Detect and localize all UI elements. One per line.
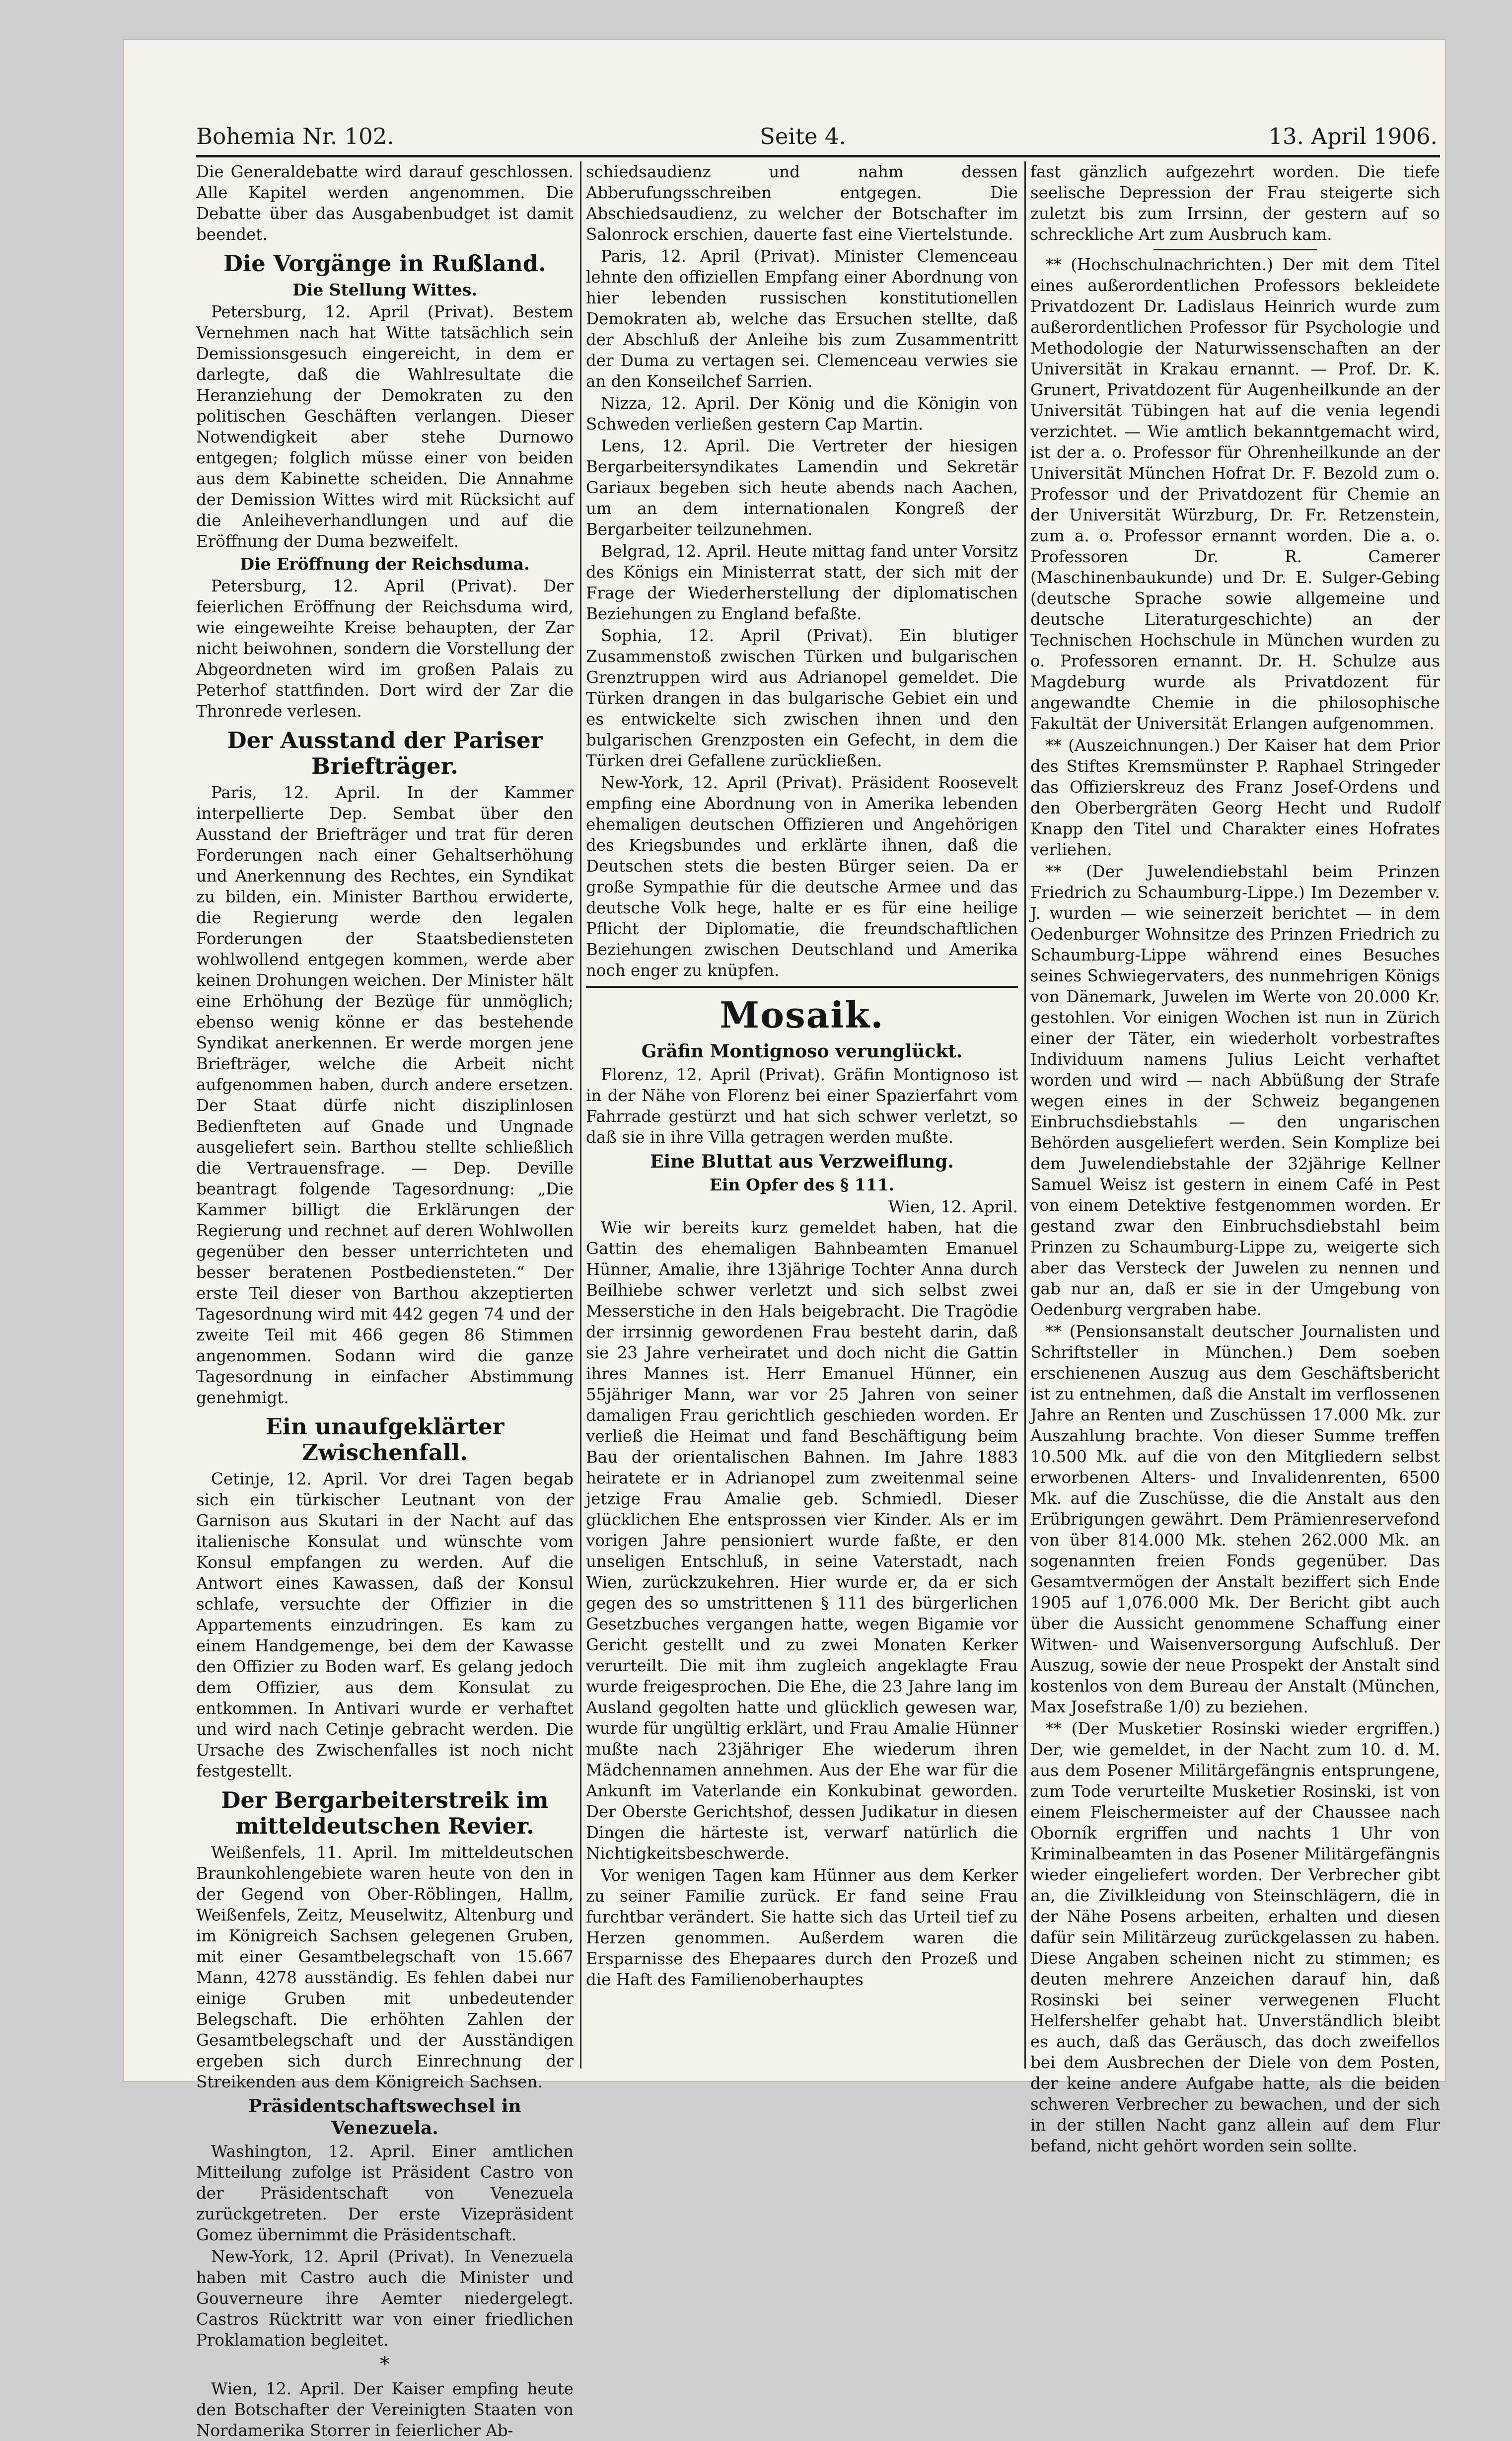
- separator-asterisk: *: [380, 2353, 390, 2376]
- paragraph: fast gänzlich aufgezehrt worden. Die tiefe seelische Depression der Frau steigerte sich zuletzt bis zum Irrsinn, der gestern auf so schreckliche Art zum Ausbruch kam.: [1030, 162, 1440, 244]
- short-rule: [1153, 249, 1317, 250]
- paragraph: Lens, 12. April. Die Vertreter der hiesigen Bergarbeitersyndikates Lamendin und Sekretär Gariaux begeben sich heute abends nach Aachen, um an dem internationalen Kongreß der Bergarbeiter teilzunehmen.: [586, 437, 1018, 539]
- header-rule: [196, 155, 1440, 157]
- headline: Eine Bluttat aus Verzweiflung.: [650, 1151, 954, 1172]
- section-title: Mosaik.: [720, 994, 884, 1036]
- header-page-number: Seite 4.: [760, 123, 846, 149]
- subheadline: Die Stellung Wittes.: [292, 280, 477, 299]
- paragraph: Cetinje, 12. April. Vor drei Tagen begab sich ein türkischer Leutnant von der Garnison aus Skutari in der Nacht auf das italienische Konsulat und wünschte vom Konsul empfangen zu werden. Auf die Antwort eines Kawassen, daß der Konsul schlafe, versuchte der Offizier in die Appartements einzudringen. Es kam zu einem Handgemenge, bei dem der Kawasse den Offizier zu Boden warf. Es gelang jedoch dem Offizier, aus dem Konsulat zu entkommen. In Antivari wurde er verhaftet und wird nach Cetinje gebracht werden. Die Ursache des Zwischenfalles ist noch nicht festgestellt.: [196, 1470, 574, 1780]
- headline: Der Ausstand der Pariser Briefträger.: [227, 727, 543, 779]
- paragraph: Belgrad, 12. April. Heute mittag fand unter Vorsitz des Königs ein Ministerrat statt, der sich mit der Frage der Wiederherstellung der diplomatischen Beziehungen zu England befaßte.: [586, 542, 1018, 623]
- paragraph: Paris, 12. April (Privat). Minister Clemenceau lehnte den offiziellen Empfang einer Abordnung von hier lebenden russischen konstitutionellen Demokraten ab, welche das Ersuchen stellte, daß der Abschluß der Anleihe bis zum Zusammentritt der Duma zu vertagen sei. Clemenceau verwies sie an den Konseilchef Sarrien.: [586, 247, 1018, 391]
- paragraph: Florenz, 12. April (Privat). Gräfin Montignoso ist in der Nähe von Florenz bei einer Spazierfahrt vom Fahrrade gestürzt und hat sich schwer verletzt, so daß sie in ihre Villa getragen werden mußte.: [586, 1065, 1018, 1147]
- paragraph: Paris, 12. April. In der Kammer interpellierte Dep. Sembat über den Ausstand der Briefträger und trat für deren Forderungen nach einer Gehaltserhöhung und Anerkennung des Rechtes, ein Syndikat zu bilden, ein. Minister Barthou erwiderte, die Regierung werde den legalen Forderungen der Staatsbediensteten wohlwollend entgegen kommen, werde aber keinen Drohungen weichen. Der Minister hält eine Erhöhung der Bezüge für unmöglich; ebenso wenig könne er das bestehende Syndikat anerkennen. Er werde morgen jene Briefträger, welche die Arbeit nicht aufgenommen haben, durch andere ersetzen. Der Staat dürfe nicht disziplinlosen Bedienfteten auf Gnade und Ungnade ausgeliefert sein. Barthou stellte schließlich die Vertrauensfrage. — Dep. Deville beantragt folgende Tagesordnung: „Die Kammer billigt die Erklärungen der Regierung und rechnet auf deren Wohlwollen gegenüber den besser unterrichteten und besser beratenen Postbediensteten.“ Der erste Teil dieser von Barthou akzeptierten Tagesordnung wird mit 442 gegen 74 und der zweite Teil mit 466 gegen 86 Stimmen angenommen. Sodann wird die ganze Tagesordnung in einfacher Abstimmung genehmigt.: [196, 783, 574, 1407]
- paragraph: Wien, 12. April. Der Kaiser empfing heute den Botschafter der Vereinigten Staaten von Nordamerika Storrer in feierlicher Ab-: [196, 2379, 574, 2440]
- paragraph: New-York, 12. April (Privat). In Venezuela haben mit Castro auch die Minister und Gouverneure ihre Aemter niedergelegt. Castros Rücktritt war von einer friedlichen Proklamation begleitet.: [196, 2247, 574, 2350]
- paragraph: ** (Pensionsanstalt deutscher Journalisten und Schriftsteller in München.) Dem soeben erschienenen Auszug aus dem Geschäftsbericht ist zu entnehmen, daß die Anstalt im verflossenen Jahre an Renten und Zuschüssen 17.000 Mk. zur Auszahlung brachte. Von dieser Summe treffen 10.500 Mk. auf die von den Mitgliedern selbst erworbenen Alters- und Invalidenrenten, 6500 Mk. auf die Zuschüsse, die die Anstalt aus den Erübrigungen gewährt. Dem Prämienreservefond von über 814.000 Mk. stehen 262.000 Mk. an sogenannten freien Fonds gegenüber. Das Gesamtvermögen der Anstalt beziffert sich Ende 1905 auf 1,076.000 Mk. Der Bericht gibt auch über die Aussicht genommene Schaffung einer Witwen- und Waisenversorgung Aufschluß. Der Auszug, sowie der neue Prospekt der Anstalt sind kostenlos von dem Bureau der Anstalt (München, Max Josefstraße 1/0) zu beziehen.: [1030, 1322, 1440, 1716]
- subheadline: Die Eröffnung der Reichsduma.: [240, 554, 530, 574]
- headline: Ein unaufgeklärter Zwischenfall.: [265, 1413, 504, 1466]
- paragraph: Wie wir bereits kurz gemeldet haben, hat die Gattin des ehemaligen Bahnbeamten Emanuel Hünner, Amalie, ihre 13jährige Tochter Anna durch Beilhiebe schwer verletzt und sich selbst zwei Messerstiche in den Hals beigebracht. Die Tragödie der irrsinnig gewordenen Frau besteht darin, daß sie 23 Jahre verheiratet und doch nicht die Gattin ihres Mannes ist. Herr Emanuel Hünner, ein 55jähriger Mann, war vor 25 Jahren von seiner damaligen Frau gerichtlich geschieden worden. Er verließ die Heimat und fand Beschäftigung beim Bau der orientalischen Bahnen. Im Jahre 1883 heiratete er in Adrianopel zum zweitenmal seine jetzige Frau Amalie geb. Schmiedl. Dieser glücklichen Ehe entsprossen vier Kinder. Als er im vorigen Jahre pensioniert wurde faßte, er den unseligen Entschluß, in seine Vaterstadt, nach Wien, zurückzukehren. Hier wurde er, da er sich gegen des so umstrittenen § 111 des bürgerlichen Gesetzbuches vergangen hatte, wegen Bigamie vor Gericht gestellt und zu zwei Monaten Kerker verurteilt. Die mit ihm zugleich angeklagte Frau wurde freigesprochen. Die Ehe, die 23 Jahre lang im Ausland gegolten hatte und glücklich gewesen war, wurde für ungültig erklärt, und Frau Amalie Hünner mußte nach 23jähriger Ehe wiederum ihren Mädchennamen annehmen. Aus der Ehe war für die Ankunft im Vaterlande ein Konkubinat geworden. Der Oberste Gerichtshof, dessen Judikatur in diesen Dingen die härteste ist, verwarf natürlich die Nichtigkeitsbeschwerde.: [586, 1218, 1018, 1863]
- paragraph: ** (Der Musketier Rosinski wieder ergriffen.) Der, wie gemeldet, in der Nacht zum 10. d. M. aus dem Posener Militärgefängnis entsprungene, zum Tode verurteilte Musketier Rosinski, ist von einem Fleischermeister auf der Chaussee nach Oborník ergriffen und nachts 1 Uhr von Kriminalbeamten in das Posener Militärgefängnis wieder eingeliefert worden. Der Verbrecher gibt an, die Zivilkleidung von Steinschlägern, die in der Nähe Posens arbeiten, erhalten und diesen dafür sein Militärzeug zurückgelassen zu haben. Diese Angaben scheinen nicht zu stimmen; es deuten mehrere Anzeichen darauf hin, daß Rosinski bei seiner verwegenen Flucht Helfershelfer gehabt hat. Unverständlich bleibt es auch, daß das Geräusch, das doch zweifellos bei dem Ausbrechen der Diele von dem Posten, der keine andere Aufgabe hatte, als die beiden schweren Verbrecher zu bewachen, und der sich in der stillen Nacht ganz allein auf dem Flur befand, nicht gehört worden sein sollte.: [1030, 1719, 1440, 2155]
- headline: Präsidentschaftswechsel in Venezuela.: [248, 2096, 521, 2139]
- column-divider-2: [1024, 161, 1026, 2069]
- headline: Gräfin Montignoso verunglückt.: [641, 1041, 963, 1062]
- column-divider-1: [580, 161, 581, 2069]
- paragraph: New-York, 12. April (Privat). Präsident Roosevelt empfing eine Abordnung von in Amerika lebenden ehemaligen deutschen Offizieren und Angehörigen des Kriegsbundes und erklärte ihnen, daß die Deutschen stets die besten Bürger seien. Da er große Sympathie für die deutsche Armee und das deutsche Volk hege, halte er es für eine heilige Pflicht der Diplomatie, die freundschaftlichen Beziehungen zwischen Deutschland und Amerika noch enger zu knüpfen.: [586, 773, 1018, 980]
- header-publication: Bohemia Nr. 102.: [196, 123, 394, 149]
- subheadline: Ein Opfer des § 111.: [709, 1175, 895, 1194]
- paragraph: ** (Auszeichnungen.) Der Kaiser hat dem Prior des Stiftes Kremsmünster P. Raphael Stringeder das Offizierskreuz des Franz Josef-Ordens und den Oberbergräten Georg Hecht und Rudolf Knapp den Titel und Charakter eines Hofrates verliehen.: [1030, 736, 1440, 859]
- column-3: [1030, 161, 1440, 2155]
- paragraph: Nizza, 12. April. Der König und die Königin von Schweden verließen gestern Cap Martin.: [586, 394, 1018, 434]
- paragraph: Petersburg, 12. April (Privat). Bestem Vernehmen nach hat Witte tatsächlich sein Demissionsgesuch eingereicht, in dem er darlegte, daß die Wahlresultate die Heranziehung der Demokraten zu den politischen Geschäften verlangen. Dieser Notwendigkeit aber stehe Durnowo entgegen; folglich müsse einer von beiden aus dem Kabinette scheiden. Die Annahme der Demission Wittes wird mit Rücksicht auf die Anleiheverhandlungen und auf die Eröffnung der Duma bezweifelt.: [196, 302, 574, 551]
- header-date: 13. April 1906.: [1268, 123, 1438, 149]
- paragraph: Weißenfels, 11. April. Im mitteldeutschen Braunkohlengebiete waren heute von den in der Gegend von Ober-Röblingen, Hallm, Weißenfels, Zeitz, Meuselwitz, Altenburg und im Königreich Sachsen gelegenen Gruben, mit einer Gesamtbelegschaft von 15.667 Mann, 4278 ausständig. Es fehlen dabei nur einige Gruben mit unbedeutender Belegschaft. Die erhöhten Zahlen der Gesamtbelegschaft und der Ausständigen ergeben sich durch Einrechnung der Streikenden aus dem Königreich Sachsen.: [196, 1843, 574, 2091]
- paragraph: ** (Der Juwelendiebstahl beim Prinzen Friedrich zu Schaumburg-Lippe.) Im Dezember v. J. wurden — wie seinerzeit berichtet — in dem Oedenburger Wohnsitze des Prinzen Friedrich zu Schaumburg-Lippe während eines Besuches seines Schwiegervaters, des nunmehrigen Königs von Dänemark, Juwelen im Werte von 20.000 Kr. gestohlen. Vor einigen Wochen ist nun in Zürich einer der Täter, ein wiederholt vorbestraftes Individuum namens Julius Leicht verhaftet worden und wird — nach Abbüßung der Strafe wegen eines in der Schweiz begangenen Einbruchsdiebstahls — den ungarischen Behörden ausgeliefert werden. Sein Komplize bei dem Juwelendiebstahle der 32jährige Kellner Samuel Weisz ist gestern in einem Café in Pest von einem Detektive festgenommen worden. Er gestand zwar den Einbruchsdiebstahl beim Prinzen zu Schaumburg-Lippe zu, weigerte sich aber das Versteck der Juwelen zu nennen und gab nur an, daß er sie in der Umgebung von Oedenburg vergraben habe.: [1030, 862, 1440, 1319]
- page-header: [196, 123, 1438, 153]
- paragraph: ** (Hochschulnachrichten.) Der mit dem Titel eines außerordentlichen Professors bekleidete Privatdozent Dr. Ladislaus Heinrich wurde zum außerordentlichen Professor für Psychologie und Methodologie der Naturwissenschaften an der Universität in Krakau ernannt. — Prof. Dr. K. Grunert, Privatdozent für Augenheilkunde an der Universität Tübingen hat auf die venia legendi verzichtet. — Wie amtlich bekanntgemacht wird, ist der a. o. Professor für Ohrenheilkunde an der Universität München Hofrat Dr. F. Bezold zum o. Professor und der Privatdozent für Chemie an der Universität Würzburg, Dr. Fr. Retzenstein, zum a. o. Professor ernannt worden. Die a. o. Professoren Dr. R. Camerer (Maschinenbaukunde) und Dr. E. Sulger-Gebing (deutsche Sprache sowie allgemeine und deutsche Literaturgeschichte) an der Technischen Hochschule in München wurden zu o. Professoren ernannt. Dr. H. Schulze aus Magdeburg wurde als Privatdozent für angewandte Chemie in die philosophische Fakultät der Universität Erlangen aufgenommen.: [1030, 255, 1440, 733]
- paragraph: Petersburg, 12. April (Privat). Der feierlichen Eröffnung der Reichsduma wird, wie eingeweihte Kreise behaupten, der Zar nicht beiwohnen, sondern die Vorstellung der Abgeordneten wird im großen Palais zu Peterhof stattfinden. Dort wird der Zar die Thronrede verlesen.: [196, 577, 574, 721]
- paragraph: Washington, 12. April. Einer amtlichen Mitteilung zufolge ist Präsident Castro von der Präsidentschaft von Venezuela zurückgetreten. Der erste Vizepräsident Gomez übernimmt die Präsidentschaft.: [196, 2142, 574, 2244]
- paragraph: Die Generaldebatte wird darauf geschlossen. Alle Kapitel werden angenommen. Die Debatte über das Ausgabenbudget ist damit beendet.: [196, 162, 574, 244]
- column-2: [586, 161, 1018, 2069]
- dateline: Wien, 12. April.: [888, 1197, 1018, 1216]
- paragraph: Sophia, 12. April (Privat). Ein blutiger Zusammenstoß zwischen Türken und bulgarischen Grenztruppen wird aus Adrianopel gemeldet. Die Türken drangen in das bulgarische Gebiet ein und es entwickelte sich zwischen ihnen und den bulgarischen Grenzposten ein Gefecht, in dem die Türken drei Gefallene zurückließen.: [586, 626, 1018, 770]
- headline: Der Bergarbeiterstreik im mitteldeutschen Revier.: [221, 1787, 549, 1839]
- column-1: [196, 161, 574, 2440]
- headline: Die Vorgänge in Rußland.: [223, 250, 546, 277]
- paragraph: Vor wenigen Tagen kam Hünner aus dem Kerker zu seiner Familie zurück. Er fand seine Frau furchtbar verändert. Sie hatte sich das Urteil tief zu Herzen genommen. Außerdem waren die Ersparnisse des Ehepaares durch den Prozeß und die Haft des Familienoberhauptes: [586, 1866, 1018, 1989]
- section-rule: [586, 986, 1018, 988]
- paragraph: schiedsaudienz und nahm dessen Abberufungsschreiben entgegen. Die Abschiedsaudienz, zu welcher der Botschafter im Salonrock erschien, dauerte fast eine Viertelstunde.: [586, 162, 1018, 244]
